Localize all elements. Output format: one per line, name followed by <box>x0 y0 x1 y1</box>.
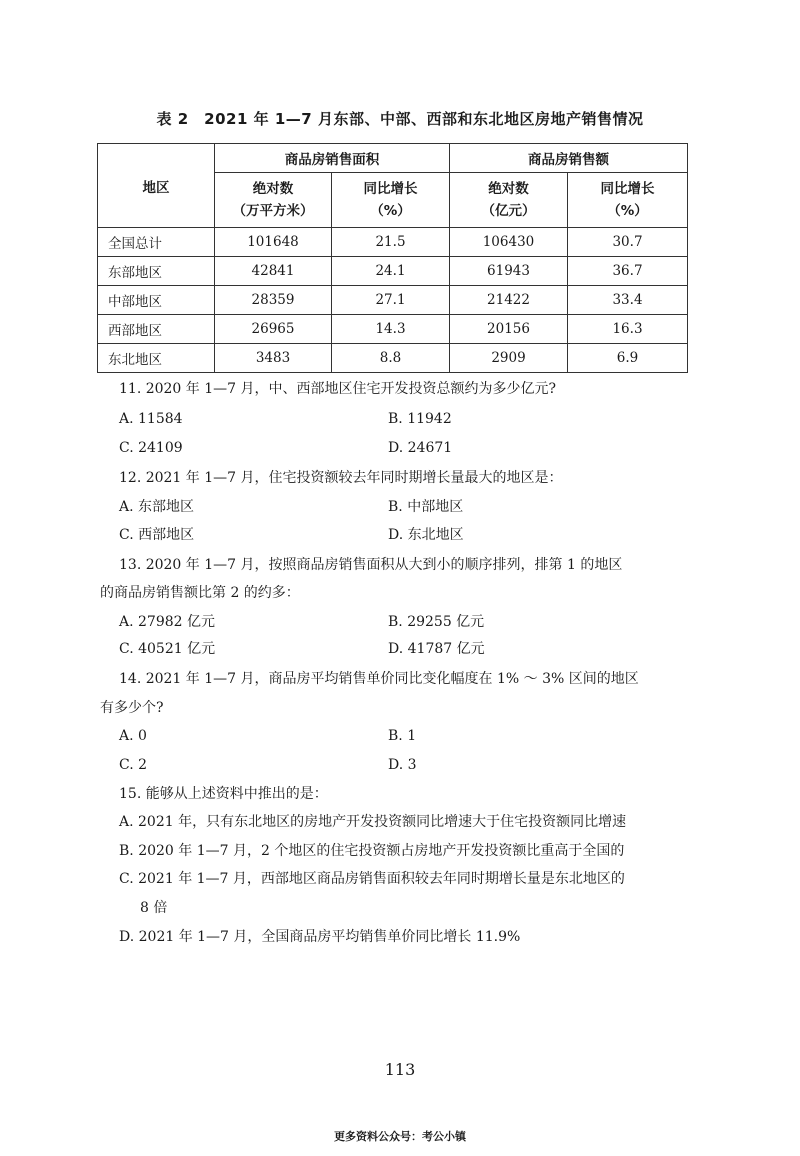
cell-sales: 20156 <box>450 315 568 344</box>
q13-option-a: A. 27982 亿元 <box>119 614 215 630</box>
cell-sales-yoy: 33.4 <box>568 286 688 315</box>
cell-sales-yoy: 30.7 <box>568 228 688 257</box>
table-caption: 表 2 2021 年 1—7 月东部、中部、西部和东北地区房地产销售情况 <box>156 110 644 128</box>
table-row <box>98 315 688 344</box>
cell-area: 101648 <box>215 228 332 257</box>
q14-option-d: D. 3 <box>388 757 417 773</box>
q14-option-b: B. 1 <box>388 728 417 744</box>
q15-option-b: B. 2020 年 1—7 月，2 个地区的住宅投资额占房地产开发投资额比重高于全国的 <box>119 843 625 859</box>
cell-area: 28359 <box>215 286 332 315</box>
cell-area-yoy: 21.5 <box>332 228 450 257</box>
q15-option-c-cont: 8 倍 <box>140 900 168 916</box>
question-13-stem: 13. 2020 年 1—7 月，按照商品房销售面积从大到小的顺序排列，排第 1 的地区 <box>119 557 623 573</box>
table-row <box>98 228 688 257</box>
page-number: 113 <box>384 1060 416 1079</box>
cell-area-yoy: 14.3 <box>332 315 450 344</box>
cell-area-yoy: 24.1 <box>332 257 450 286</box>
header-area-yoy: 同比增长 （%） <box>332 173 450 228</box>
header-region: 地区 <box>98 144 215 228</box>
cell-sales: 106430 <box>450 228 568 257</box>
cell-area: 26965 <box>215 315 332 344</box>
q14-option-c: C. 2 <box>119 757 148 773</box>
q12-option-c: C. 西部地区 <box>119 527 195 543</box>
sales-table <box>97 143 688 373</box>
cell-region: 东部地区 <box>98 257 215 286</box>
header-area-absolute: 绝对数 （万平方米） <box>215 173 332 228</box>
cell-sales-yoy: 6.9 <box>568 344 688 373</box>
q11-option-b: B. 11942 <box>388 411 452 427</box>
question-14-stem-cont: 有多少个? <box>100 700 164 716</box>
cell-area-yoy: 27.1 <box>332 286 450 315</box>
question-13-stem-cont: 的商品房销售额比第 2 的约多： <box>100 585 300 601</box>
header-sales-absolute: 绝对数 （亿元） <box>450 173 568 228</box>
question-12-stem: 12. 2021 年 1—7 月，住宅投资额较去年同时期增长量最大的地区是： <box>119 470 563 486</box>
q11-option-d: D. 24671 <box>388 440 453 456</box>
header-sales-amount: 商品房销售额 <box>450 144 688 173</box>
q13-option-c: C. 40521 亿元 <box>119 641 216 657</box>
q15-option-c: C. 2021 年 1—7 月，西部地区商品房销售面积较去年同时期增长量是东北地区的 <box>119 871 625 887</box>
cell-area: 3483 <box>215 344 332 373</box>
q12-option-a: A. 东部地区 <box>119 499 195 515</box>
q11-option-a: A. 11584 <box>119 411 183 427</box>
cell-sales: 21422 <box>450 286 568 315</box>
question-14-stem: 14. 2021 年 1—7 月，商品房平均销售单价同比变化幅度在 1% ～ 3% 区间的地区 <box>119 671 639 687</box>
cell-region: 全国总计 <box>98 228 215 257</box>
cell-sales-yoy: 36.7 <box>568 257 688 286</box>
q15-option-a: A. 2021 年，只有东北地区的房地产开发投资额同比增速大于住宅投资额同比增速 <box>119 814 627 830</box>
q12-option-d: D. 东北地区 <box>388 527 464 543</box>
header-sales-yoy: 同比增长 （%） <box>568 173 688 228</box>
table-row <box>98 344 688 373</box>
cell-sales: 61943 <box>450 257 568 286</box>
q14-option-a: A. 0 <box>119 728 147 744</box>
question-15-stem: 15. 能够从上述资料中推出的是： <box>119 786 328 802</box>
cell-region: 东北地区 <box>98 344 215 373</box>
cell-area-yoy: 8.8 <box>332 344 450 373</box>
q12-option-b: B. 中部地区 <box>388 499 464 515</box>
cell-region: 西部地区 <box>98 315 215 344</box>
question-11-stem: 11. 2020 年 1—7 月，中、西部地区住宅开发投资总额约为多少亿元? <box>119 381 557 397</box>
q13-option-b: B. 29255 亿元 <box>388 614 485 630</box>
cell-sales-yoy: 16.3 <box>568 315 688 344</box>
header-sales-area: 商品房销售面积 <box>215 144 450 173</box>
table-row <box>98 286 688 315</box>
cell-region: 中部地区 <box>98 286 215 315</box>
q11-option-c: C. 24109 <box>119 440 183 456</box>
cell-area: 42841 <box>215 257 332 286</box>
q15-option-d: D. 2021 年 1—7 月，全国商品房平均销售单价同比增长 11.9% <box>119 929 521 945</box>
table-row <box>98 257 688 286</box>
cell-sales: 2909 <box>450 344 568 373</box>
footer-note: 更多资料公众号：考公小镇 <box>334 1130 466 1143</box>
q13-option-d: D. 41787 亿元 <box>388 641 485 657</box>
